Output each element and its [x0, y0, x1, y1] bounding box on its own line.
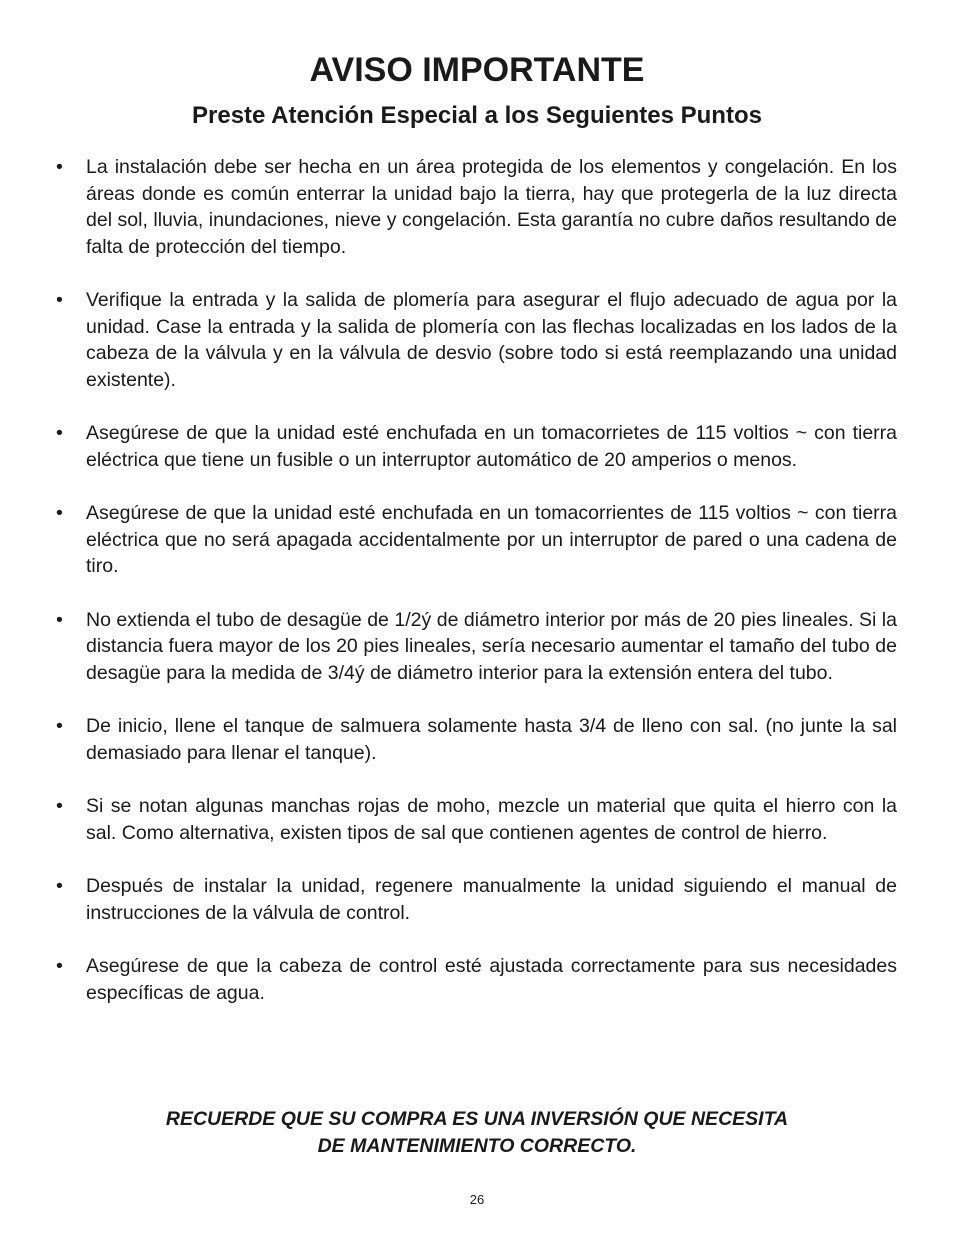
bullet-icon: •: [56, 875, 63, 897]
bullet-icon: •: [56, 156, 63, 178]
list-item-regenerate: [56, 873, 897, 926]
bullet-icon: •: [56, 795, 63, 817]
bullet-icon: •: [56, 502, 63, 524]
list-item-outlet-switch: [56, 500, 897, 580]
bullet-icon: •: [56, 955, 63, 977]
bullet-icon: •: [56, 715, 63, 737]
bullet-icon: •: [56, 422, 63, 444]
page-subtitle: Preste Atención Especial a los Seguientes Puntos: [192, 102, 762, 129]
maintenance-reminder: [0, 1106, 954, 1160]
bullet-icon: •: [56, 608, 63, 631]
list-item-installation-location: [56, 154, 897, 260]
reminder-line-1: RECUERDE QUE SU COMPRA ES UNA INVERSIÓN QUE NECESITA: [165, 1108, 789, 1130]
bullet-icon: •: [56, 289, 63, 311]
list-item-text: Asegúrese de que la unidad esté enchufada en un tomacorrietes de 115 voltios ~ con tierra eléctrica que tiene un fusible o un interruptor automático de 20 amperios o menos.: [86, 422, 897, 471]
list-item-text: No extienda el tubo de desagüe de 1/2ý de diámetro interior por más de 20 pies lineales. Si la distancia fuera mayor de los 20 pies lineales, sería necesario aumentar el tamaño del tubo de desagüe para la medida de 3/4ý de diámetro interior para la extensión entera del tubo.: [86, 608, 897, 684]
list-item-text: Después de instalar la unidad, regenere manualmente la unidad siguiendo el manual de instrucciones de la válvula de control.: [86, 875, 897, 924]
list-item-text: Asegúrese de que la unidad esté enchufada en un tomacorrientes de 115 voltios ~ con tierra eléctrica que no será apagada accidentalmente por un interruptor de pared o una cadena de tiro.: [86, 502, 897, 577]
list-item-text: Verifique la entrada y la salida de plomería para asegurar el flujo adecuado de agua por la unidad. Case la entrada y la salida de plomería con las flechas localizadas en los lados de la cabeza de la válvula y en la válvula de desvio (sobre todo si está reemplazando una unidad existente).: [86, 289, 897, 391]
list-item-control-head: [56, 953, 897, 1006]
instruction-list: [56, 154, 897, 1033]
list-item-text: Asegúrese de que la cabeza de control esté ajustada correctamente para sus necesidades específicas de agua.: [86, 955, 897, 1004]
list-item-text: Si se notan algunas manchas rojas de moho, mezcle un material que quita el hierro con la sal. Como alternativa, existen tipos de sal que contienen agentes de control de hierro.: [86, 795, 897, 844]
reminder-line-2: DE MANTENIMIENTO CORRECTO.: [317, 1135, 637, 1157]
list-item-plumbing: [56, 287, 897, 393]
page-number: 26: [469, 1192, 485, 1207]
list-item-drain-tube: [56, 607, 897, 687]
list-item-text: De inicio, llene el tanque de salmuera solamente hasta 3/4 de lleno con sal. (no junte la sal demasiado para llenar el tanque).: [86, 715, 897, 764]
list-item-outlet-fuse: [56, 420, 897, 473]
list-item-rust-stains: [56, 793, 897, 846]
list-item-brine-tank: [56, 713, 897, 766]
list-item-text: La instalación debe ser hecha en un área protegida de los elementos y congelación. En los áreas donde es común enterrar la unidad bajo la tierra, hay que protegerla de la luz directa del sol, lluvia, inundaciones, nieve y congelación. Esta garantía no cubre daños resultando de falta de protección del tiempo.: [86, 156, 897, 258]
page-title: AVISO IMPORTANTE: [309, 51, 645, 89]
